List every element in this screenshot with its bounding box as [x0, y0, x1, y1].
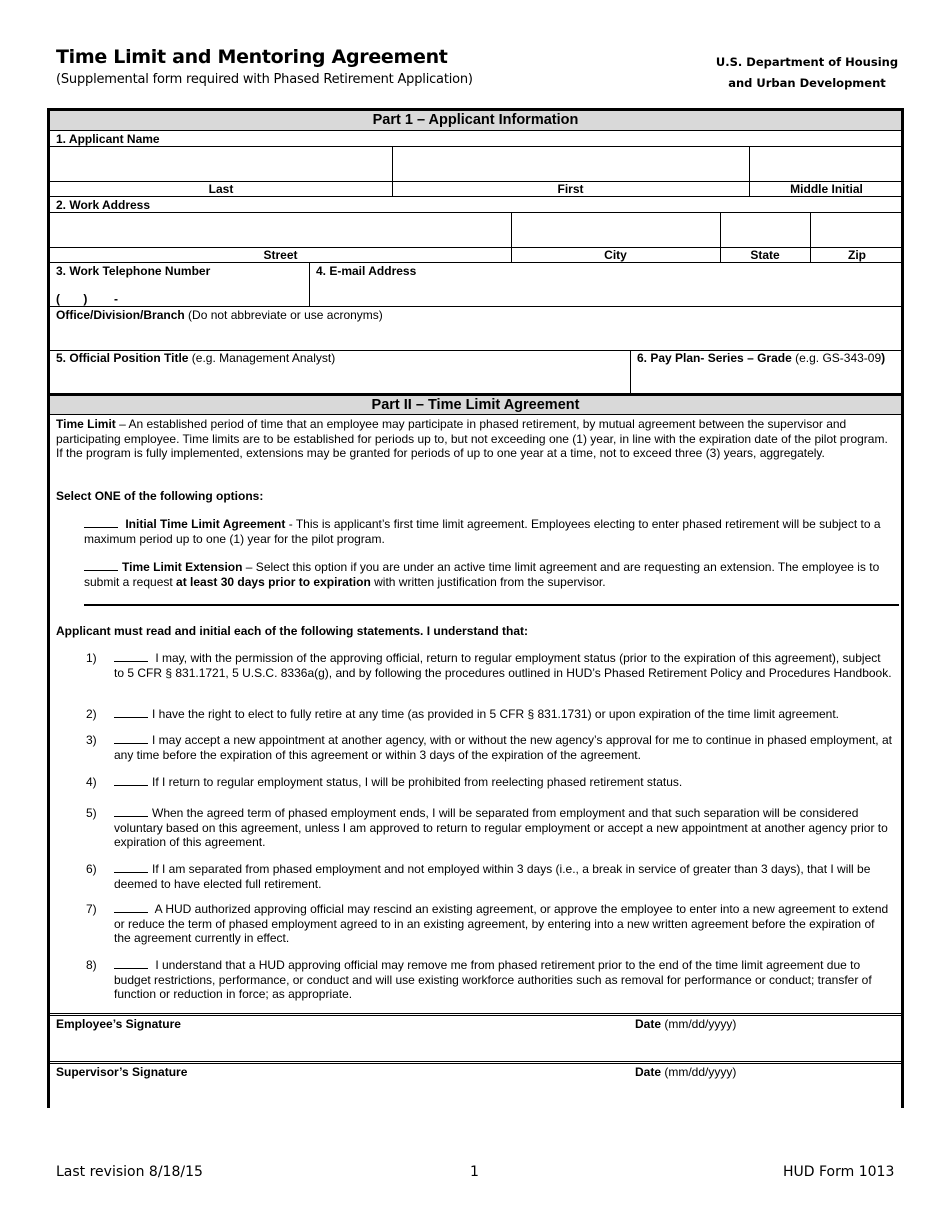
- statement-initial-blank[interactable]: [114, 862, 148, 873]
- part2-heading: Part II – Time Limit Agreement: [371, 397, 580, 413]
- first-caption: First: [557, 182, 584, 196]
- work-telephone-field[interactable]: ( ) -: [56, 292, 118, 306]
- street-field[interactable]: [50, 213, 511, 247]
- work-telephone-label: 3. Work Telephone Number: [56, 264, 211, 278]
- statement-text: When the agreed term of phased employment ends, I will be separated from employment and that such separation will be considered voluntary based on this agreement, unless I am approved to return to regular employment or accept a new appointment at another agency prior to expiration of this agreement.: [114, 806, 888, 850]
- statement-number: 7): [86, 902, 97, 916]
- statement-number: 3): [86, 733, 97, 747]
- form-body: [47, 108, 904, 1108]
- option-time-limit-extension[interactable]: Time Limit Extension – Select this option if you are under an active time limit agreement and are requesting an extension. The employee is to submit a request at least 30 days prior to expiration with written justification from the supervisor.: [84, 560, 880, 589]
- applicant-name-label: 1. Applicant Name: [56, 132, 160, 146]
- position-title-label: 5. Official Position Title (e.g. Management Analyst): [56, 351, 336, 365]
- select-options-heading: Select ONE of the following options:: [56, 489, 264, 503]
- statement-initial-blank[interactable]: [114, 733, 148, 744]
- statement-text: If I return to regular employment status, I will be prohibited from reelecting phased retirement status.: [114, 775, 893, 790]
- option2-initial-blank[interactable]: [84, 560, 118, 571]
- section-divider: [84, 604, 899, 606]
- revision-date: Last revision 8/18/15: [56, 1164, 203, 1180]
- last-name-field[interactable]: [50, 147, 392, 181]
- statement-initial-blank[interactable]: [114, 958, 148, 969]
- part1-heading: Part 1 – Applicant Information: [372, 112, 579, 128]
- work-address-label: 2. Work Address: [56, 198, 151, 212]
- form-number: HUD Form 1013: [783, 1164, 895, 1180]
- supervisor-date-label: Date (mm/dd/yyyy): [635, 1065, 737, 1079]
- statement-text: A HUD authorized approving official may rescind an existing agreement, or approve the employee to enter into a new agreement to extend or reduce the term of phased employment agreed to in an existing agreement, by entering into a new written agreement before the expiration of the agreement currently in effect.: [114, 902, 889, 946]
- email-label: 4. E-mail Address: [316, 264, 417, 278]
- statement-initial-blank[interactable]: [114, 902, 148, 913]
- statement-number: 4): [86, 775, 97, 789]
- agency-line-1: U.S. Department of Housing: [715, 55, 899, 69]
- city-caption: City: [604, 248, 627, 262]
- statement-number: 2): [86, 707, 97, 721]
- statements-heading: Applicant must read and initial each of the following statements. I understand that:: [56, 624, 529, 638]
- city-field[interactable]: [512, 213, 720, 247]
- street-caption: Street: [263, 248, 298, 262]
- supervisor-signature-label: Supervisor’s Signature: [56, 1065, 188, 1079]
- supervisor-date-field[interactable]: [631, 1079, 904, 1109]
- statement-text: I have the right to elect to fully retire at any time (as provided in 5 CFR § 831.1731) or upon expiration of the time limit agreement.: [114, 707, 893, 722]
- middle-initial-field[interactable]: [750, 147, 904, 181]
- statement-number: 6): [86, 862, 97, 876]
- statement-number: 5): [86, 806, 97, 820]
- office-division-branch-field[interactable]: [50, 323, 904, 350]
- state-field[interactable]: [721, 213, 810, 247]
- statement-text: I may, with the permission of the approving official, return to regular employment status (prior to the expiration of this agreement), subject to 5 CFR § 831.1721, 5 U.S.C. 8336a(g), and by following the procedures outlined in HUD’s Phased Retirement Policy and Procedures Handbook.: [114, 651, 892, 680]
- statement-number: 1): [86, 651, 97, 665]
- statement-number: 8): [86, 958, 97, 972]
- statement-text: I understand that a HUD approving official may remove me from phased retirement prior to the end of the time limit agreement due to budget restrictions, performance, or conduct and will use existing workforce authorities such as removal for performance or conduct; transfer of function or reduction in force; as appropriate.: [114, 958, 872, 1002]
- time-limit-definition: Time Limit – An established period of time that an employee may participate in phased retirement, by mutual agreement between the supervisor and participating employee. Time limits are to be established for periods up to, but not exceeding one (1) year, in line with the expiration date of the pilot program. If the program is fully implemented, extensions may be granted for periods of up to one year at a time, not to exceed three (3) years, aggregately.: [56, 417, 888, 461]
- statement-initial-blank[interactable]: [114, 707, 148, 718]
- agency-line-2: and Urban Development: [728, 76, 886, 90]
- statement-initial-blank[interactable]: [114, 775, 148, 786]
- position-title-field[interactable]: [50, 366, 630, 393]
- zip-caption: Zip: [848, 248, 866, 262]
- state-caption: State: [750, 248, 780, 262]
- first-name-field[interactable]: [393, 147, 749, 181]
- employee-signature-label: Employee’s Signature: [56, 1017, 181, 1031]
- employee-signature-field[interactable]: [50, 1031, 630, 1059]
- office-division-branch-label: Office/Division/Branch (Do not abbreviate or use acronyms): [56, 308, 383, 322]
- statement-initial-blank[interactable]: [114, 651, 148, 662]
- last-caption: Last: [208, 182, 234, 196]
- email-field[interactable]: [310, 278, 904, 306]
- form-subtitle: (Supplemental form required with Phased Retirement Application): [56, 72, 473, 87]
- option1-initial-blank[interactable]: [84, 517, 118, 528]
- pay-plan-label: 6. Pay Plan- Series – Grade (e.g. GS-343-09): [637, 351, 886, 365]
- agency-name: [712, 52, 902, 94]
- supervisor-signature-field[interactable]: [50, 1079, 630, 1109]
- statement-initial-blank[interactable]: [114, 806, 148, 817]
- pay-plan-field[interactable]: [631, 366, 904, 393]
- employee-date-label: Date (mm/dd/yyyy): [635, 1017, 737, 1031]
- page-number: 1: [470, 1164, 479, 1180]
- statement-text: If I am separated from phased employment and not employed within 3 days (i.e., a break in service of greater than 3 days), that I will be deemed to have elected full retirement.: [114, 862, 871, 891]
- employee-date-field[interactable]: [631, 1031, 904, 1059]
- option-initial-time-limit[interactable]: Initial Time Limit Agreement - This is applicant’s first time limit agreement. Employees electing to enter phased retirement will be subject to a maximum period up to one (1) year for the pilot program.: [84, 517, 881, 546]
- zip-field[interactable]: [811, 213, 904, 247]
- middle-initial-caption: Middle Initial: [790, 182, 863, 196]
- statement-text: I may accept a new appointment at another agency, with or without the new agency’s approval for me to continue in phased employment, at any time before the expiration of this agreement or within 3 days of the expiration of the agreement.: [114, 733, 892, 762]
- form-title: Time Limit and Mentoring Agreement: [56, 46, 448, 68]
